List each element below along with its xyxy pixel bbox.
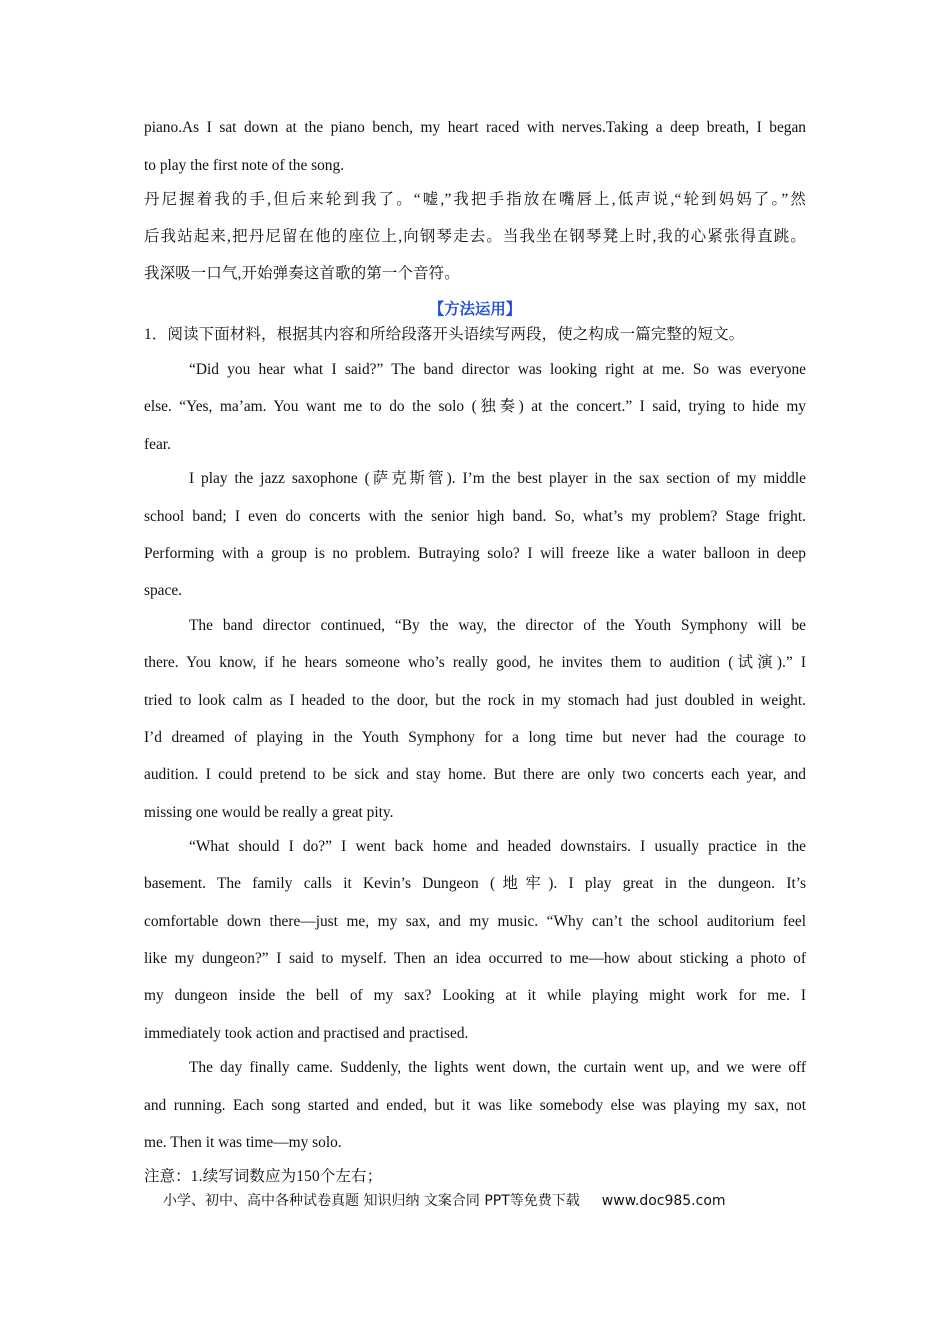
passage-line: The band director continued, “By the way, the director of the Youth Symphony will be: [189, 617, 806, 634]
passage-line: me. Then it was time—my solo.: [144, 1134, 342, 1151]
section-heading: 【方法运用】: [428, 301, 522, 318]
passage-line: space.: [144, 582, 183, 599]
passage-line: like my dungeon?” I said to myself. Then an idea occurred to me—how about sticking a photo of: [144, 950, 806, 967]
translation-line-2: 后我站起来,把丹尼留在他的座位上,向钢琴走去。当我坐在钢琴凳上时,我的心紧张得直跳。: [144, 228, 806, 245]
passage-line: comfortable down there—just me, my sax, and my music. “Why can’t the school auditorium feel: [144, 913, 806, 930]
passage-line: Performing with a group is no problem. Butraying solo? I will freeze like a water balloon in deep: [144, 545, 806, 562]
passage-line: audition. I could pretend to be sick and stay home. But there are only two concerts each year, and: [144, 766, 806, 783]
passage-line: missing one would be really a great pity.: [144, 804, 394, 821]
page-footer: [163, 1191, 803, 1211]
top-paragraph-line-2: to play the first note of the song.: [144, 157, 345, 174]
passage-line: The day finally came. Suddenly, the lights went down, the curtain went up, and we were off: [189, 1059, 806, 1076]
translation-line-3: 我深吸一口气,开始弹奏这首歌的第一个音符。: [144, 265, 460, 282]
question-prompt: 1．阅读下面材料，根据其内容和所给段落开头语续写两段，使之构成一篇完整的短文。: [144, 326, 745, 343]
passage-line: my dungeon inside the bell of my sax? Looking at it while playing might work for me. I: [144, 987, 806, 1004]
passage-line: tried to look calm as I headed to the door, but the rock in my stomach had just doubled in weight.: [144, 692, 806, 709]
passage-line: there. You know, if he hears someone who’s really good, he invites them to audition (试演).” I: [144, 654, 806, 671]
passage-line: I play the jazz saxophone (萨克斯管). I’m the best player in the sax section of my middle: [189, 470, 806, 487]
footer-text: 小学、初中、高中各种试卷真题 知识归纳 文案合同 PPT等免费下载: [163, 1193, 580, 1209]
footer-url[interactable]: www.doc985.com: [601, 1193, 726, 1209]
passage-line: “Did you hear what I said?” The band director was looking right at me. So was everyone: [189, 361, 806, 378]
passage-line: “What should I do?” I went back home and headed downstairs. I usually practice in the: [189, 838, 806, 855]
top-paragraph-line-1: piano.As I sat down at the piano bench, my heart raced with nerves.Taking a deep breath, I began: [144, 119, 806, 136]
passage-line: else. “Yes, ma’am. You want me to do the solo (独奏) at the concert.” I said, trying to hide my: [144, 398, 806, 415]
passage-line: immediately took action and practised and practised.: [144, 1025, 469, 1042]
translation-line-1: 丹尼握着我的手,但后来轮到我了。“嘘,”我把手指放在嘴唇上,低声说,“轮到妈妈了。”然: [144, 191, 806, 208]
passage-line: fear.: [144, 436, 171, 453]
passage-line: basement. The family calls it Kevin’s Dungeon (地牢). I play great in the dungeon. It’s: [144, 875, 806, 892]
writing-note: 注意：1.续写词数应为150个左右；: [144, 1168, 383, 1185]
passage-line: school band; I even do concerts with the senior high band. So, what’s my problem? Stage fright.: [144, 508, 806, 525]
passage-line: I’d dreamed of playing in the Youth Symphony for a long time but never had the courage to: [144, 729, 806, 746]
passage-line: and running. Each song started and ended, but it was like somebody else was playing my sax, not: [144, 1097, 806, 1114]
